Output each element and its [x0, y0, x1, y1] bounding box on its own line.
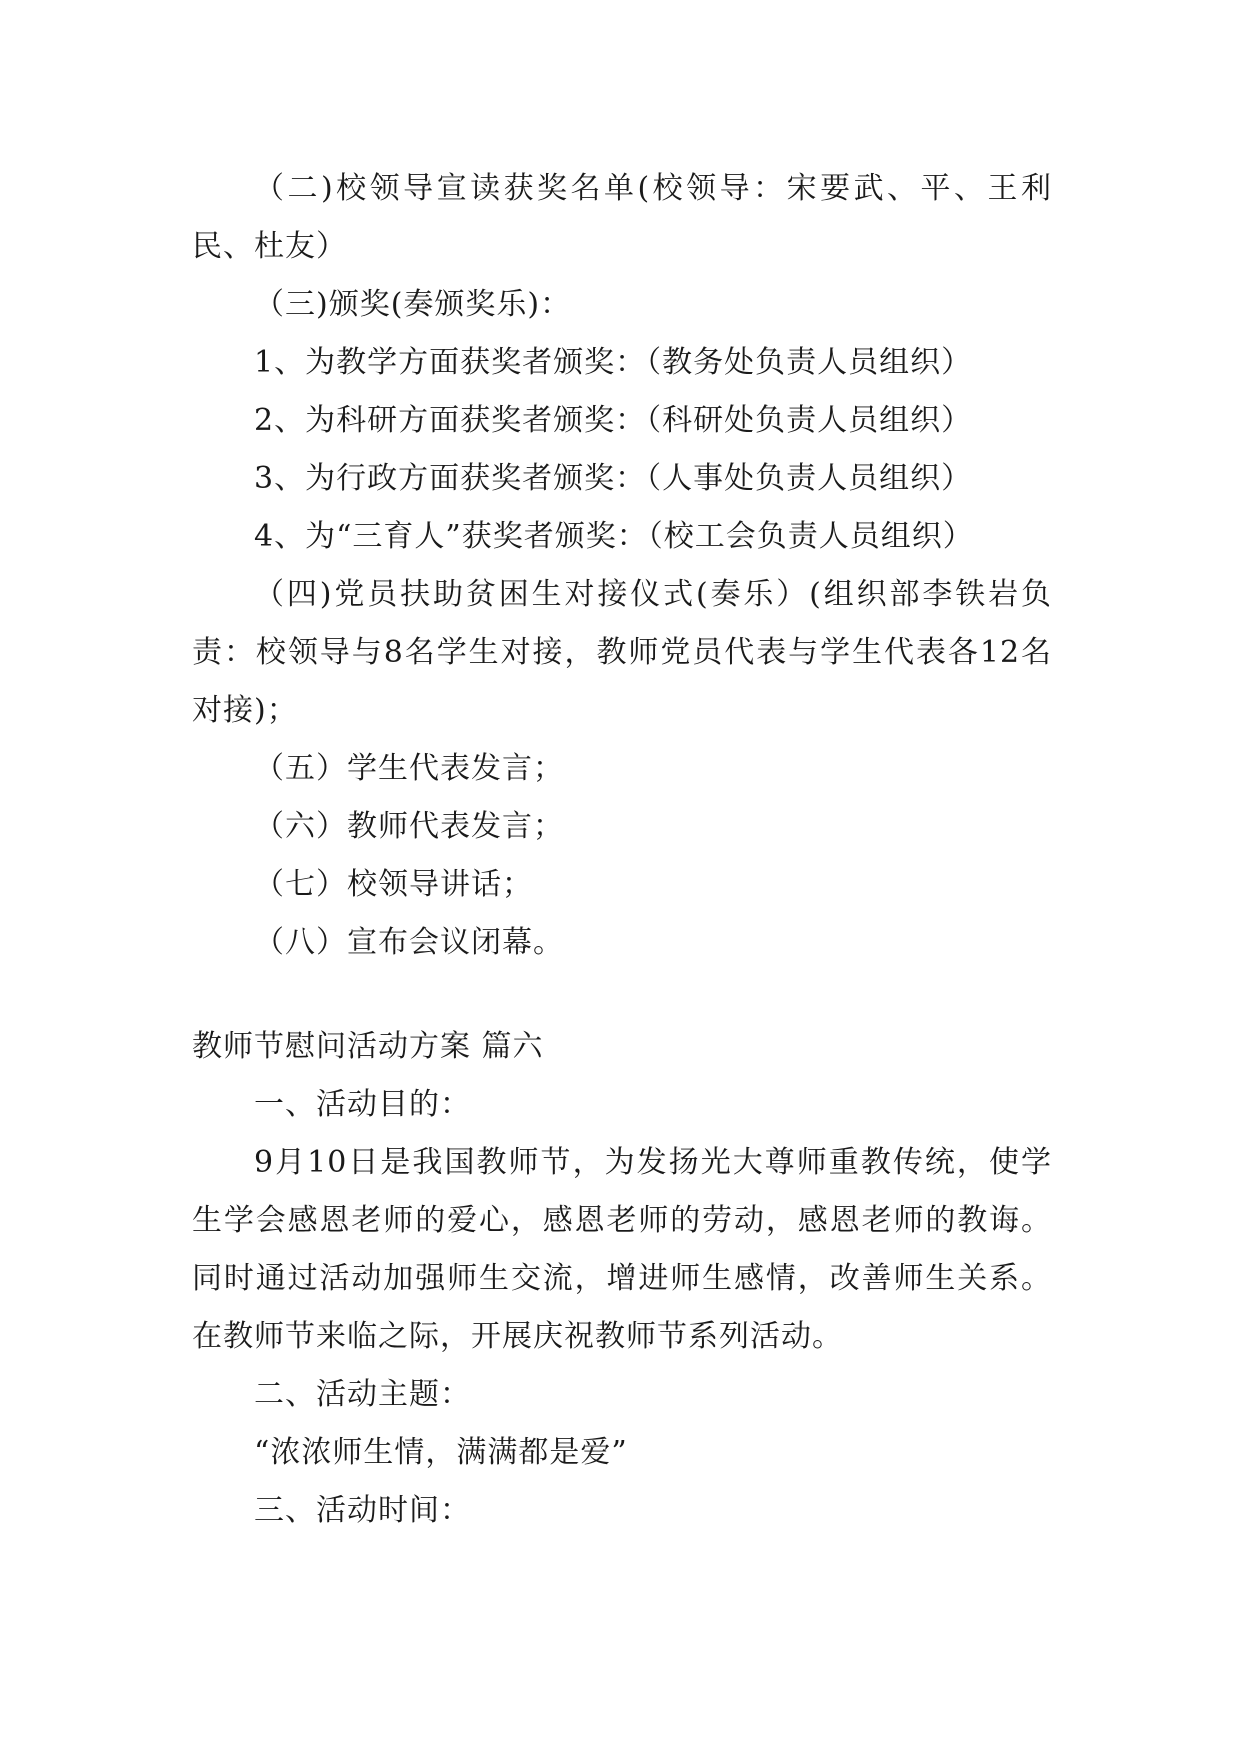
paragraph-party-pairing: （四)党员扶助贫困生对接仪式(奏乐）(组织部李铁岩负责：校领导与8名学生对接，教师党员代表与学生代表各12名对接)；: [192, 577, 1052, 728]
document-page: [192, 160, 1052, 1540]
paragraph-teacher-speech: （六）教师代表发言；: [254, 809, 564, 844]
paragraph-leader-speech: （七）校领导讲话；: [254, 867, 533, 902]
heading-activity-purpose: 一、活动目的：: [254, 1087, 471, 1122]
list-item-research-award: 2、为科研方面获奖者颁奖：（科研处负责人员组织）: [254, 403, 973, 438]
paragraph-award-list: （二)校领导宣读获奖名单(校领导：宋要武、平、王利民、杜友）: [192, 171, 1052, 264]
list-item-admin-award: 3、为行政方面获奖者颁奖：（人事处负责人员组织）: [254, 461, 973, 496]
list-item-teaching-award: 1、为教学方面获奖者颁奖：（教务处负责人员组织）: [254, 345, 973, 380]
paragraph-award-ceremony: （三)颁奖(奏颁奖乐)：: [254, 287, 572, 322]
paragraph-closing: （八）宣布会议闭幕。: [254, 925, 564, 960]
paragraph-activity-theme: “浓浓师生情，满满都是爱”: [254, 1435, 628, 1470]
paragraph-activity-purpose: 9月10日是我国教师节，为发扬光大尊师重教传统，使学生学会感恩老师的爱心，感恩老师的劳动，感恩老师的教诲。同时通过活动加强师生交流，增进师生感情，改善师生关系。在教师节来临之际，开展庆祝教师节系列活动。: [192, 1145, 1052, 1354]
section-title: 教师节慰问活动方案 篇六: [192, 1029, 544, 1064]
heading-activity-time: 三、活动时间：: [254, 1493, 471, 1528]
list-item-sanyuren-award: 4、为“三育人”获奖者颁奖：（校工会负责人员组织）: [254, 519, 974, 554]
heading-activity-theme: 二、活动主题：: [254, 1377, 471, 1412]
paragraph-student-speech: （五）学生代表发言；: [254, 751, 564, 786]
